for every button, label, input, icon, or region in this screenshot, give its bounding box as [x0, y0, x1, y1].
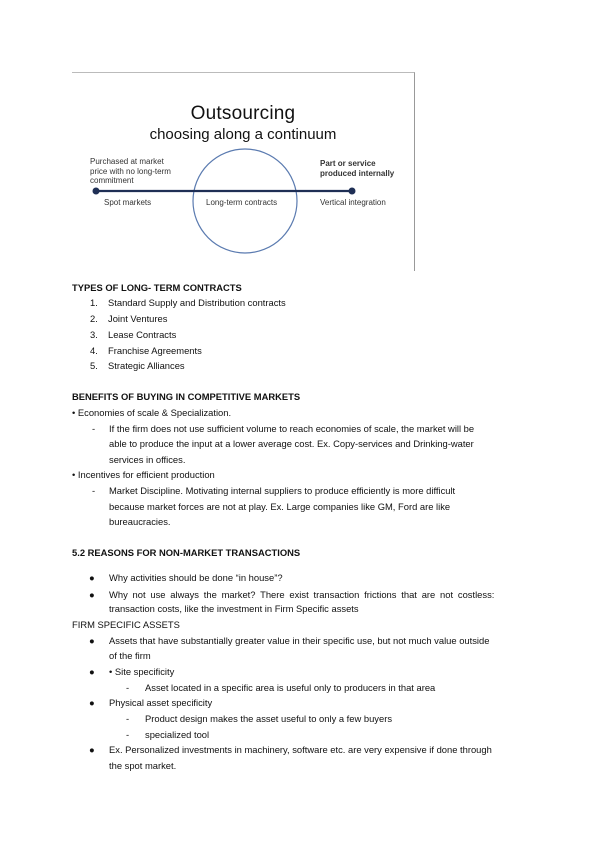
list-item-1: Standard Supply and Distribution contracts	[108, 297, 286, 308]
label-long-term: Long-term contracts	[206, 198, 278, 207]
site-specificity: • Site specificity	[109, 666, 175, 677]
list-num-5: 5.	[90, 360, 98, 371]
figure-title: Outsourcing	[190, 103, 296, 124]
sub1-line2: able to produce the input at a lower average cost. Ex. Copy-services and Drinking-water	[109, 438, 474, 449]
list-num-3: 3.	[90, 329, 98, 340]
section3-heading: 5.2 REASONS FOR NON-MARKET TRANSACTIONS	[72, 547, 301, 558]
bullet-dot: ●	[89, 697, 95, 708]
sub1-line1: If the firm does not use sufficient volume to reach economies of scale, the market will be	[109, 423, 475, 434]
question-2-line2: transaction costs, like the investment in Firm Specific assets	[109, 603, 359, 614]
asset-1-line2: of the firm	[109, 650, 151, 661]
list-num-4: 4.	[90, 345, 98, 356]
list-item-5: Strategic Alliances	[108, 360, 185, 371]
sub2-line1: Market Discipline. Motivating internal suppliers to produce efficiently is more difficult	[109, 485, 456, 496]
fsa-heading: FIRM SPECIFIC ASSETS	[72, 619, 180, 630]
outsourcing-figure	[72, 72, 415, 271]
example-line1: Ex. Personalized investments in machinery, software etc. are very expensive if done through	[109, 744, 492, 755]
figure-subtitle: choosing along a continuum	[149, 126, 337, 143]
physical-detail-2: specialized tool	[145, 729, 210, 740]
section2-heading: BENEFITS OF BUYING IN COMPETITIVE MARKETS	[72, 391, 301, 402]
sub2-line3: bureaucracies.	[109, 516, 171, 527]
list-item-4: Franchise Agreements	[108, 345, 202, 356]
site-specificity-detail: Asset located in a specific area is useful only to producers in that area	[145, 682, 436, 693]
right-endpoint	[349, 188, 356, 195]
label-spot-markets: Spot markets	[104, 198, 152, 207]
note-right: Part or service produced internally	[320, 159, 395, 178]
asset-1-line1: Assets that have substantially greater value in their specific use, but not much value outside	[109, 635, 490, 646]
question-1: Why activities should be done “in house”?	[109, 572, 283, 583]
physical-asset-specificity: Physical asset specificity	[109, 697, 213, 708]
dash-3: -	[126, 682, 130, 693]
dash-5: -	[126, 729, 130, 740]
bullet-incentives: • Incentives for efficient production	[72, 469, 215, 480]
bullet-economies: • Economies of scale & Specialization.	[72, 407, 232, 418]
bullet-dot: ●	[89, 635, 95, 646]
section1-heading: TYPES OF LONG- TERM CONTRACTS	[72, 282, 242, 293]
dash-2: -	[92, 485, 96, 496]
list-num-1: 1.	[90, 297, 98, 308]
list-item-3: Lease Contracts	[108, 329, 177, 340]
dash-1: -	[92, 423, 96, 434]
sub2-line2: because market forces are not at play. Ex. Large companies like GM, Ford are like	[109, 501, 451, 512]
bullet-dot: ●	[89, 589, 95, 600]
list-item-2: Joint Ventures	[108, 313, 168, 324]
bullet-dot: ●	[89, 572, 95, 583]
left-endpoint	[93, 188, 100, 195]
sub1-line3: services in offices.	[109, 454, 186, 465]
dash-4: -	[126, 713, 130, 724]
label-vertical: Vertical integration	[320, 198, 386, 207]
question-2-line1: Why not use always the market? There exist transaction frictions that are not costless:	[109, 589, 495, 600]
example-line2: the spot market.	[109, 760, 177, 771]
bullet-dot: ●	[89, 666, 95, 677]
physical-detail-1: Product design makes the asset useful to only a few buyers	[145, 713, 393, 724]
list-num-2: 2.	[90, 313, 98, 324]
note-left: Purchased at market price with no long-term commitment	[90, 157, 171, 185]
bullet-dot: ●	[89, 744, 95, 755]
